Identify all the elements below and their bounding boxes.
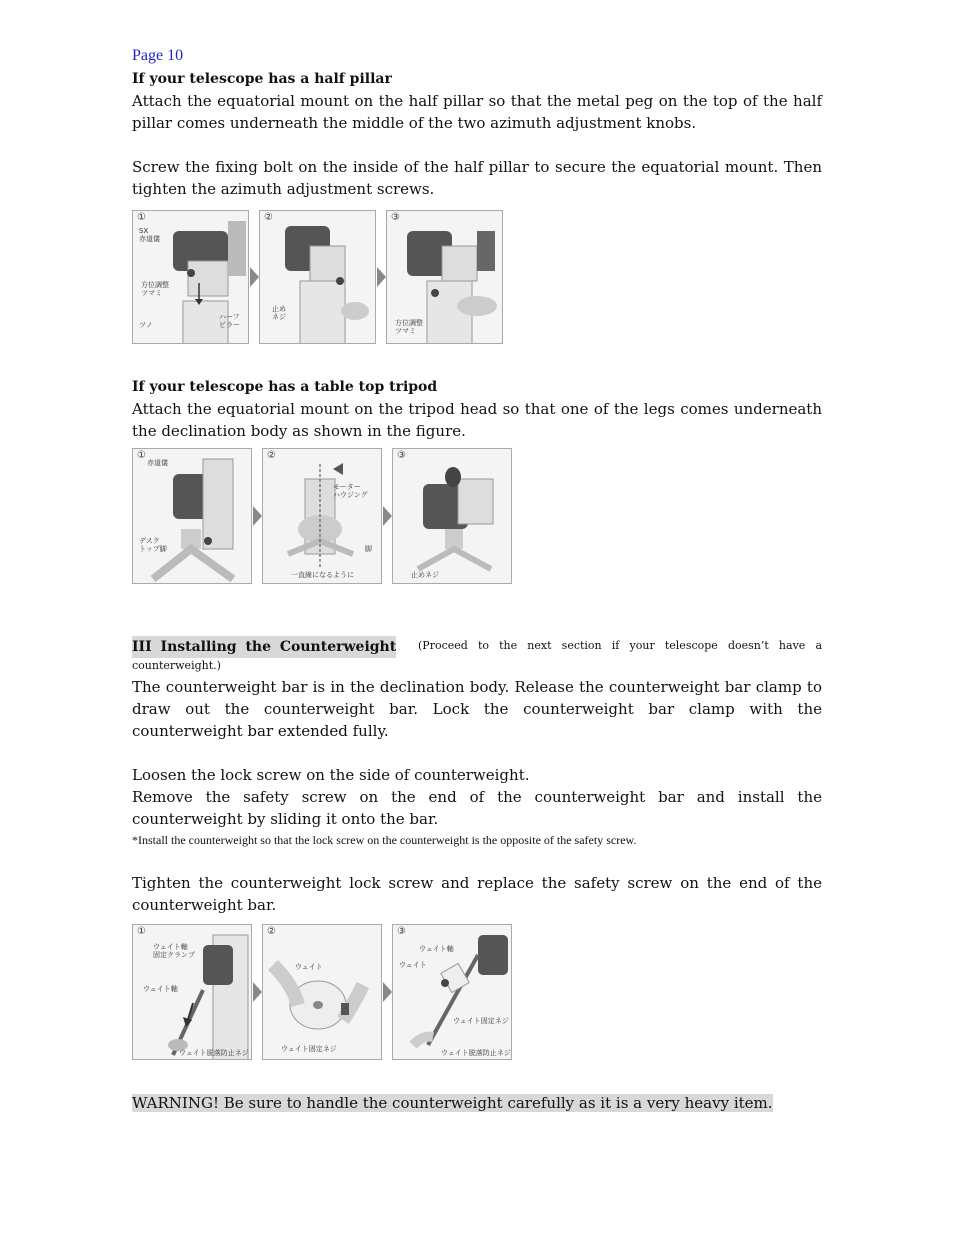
figure-label: 止めネジ <box>411 571 439 579</box>
figure-label: ウェイト <box>295 963 323 971</box>
figure-label: ウェイト軸 固定クランプ <box>153 943 195 959</box>
figure-label: ウェイト <box>399 961 427 969</box>
figure-label: SX 赤道儀 <box>139 227 160 243</box>
figure-label: 方位調整 ツマミ <box>141 281 169 297</box>
figure-label: ウェイト脱落防止ネジ <box>441 1049 511 1057</box>
warning-text <box>132 1092 822 1114</box>
step-arrow-icon <box>376 210 386 344</box>
half-pillar-figure <box>132 210 822 344</box>
figure-label: ウェイト固定ネジ <box>281 1045 337 1053</box>
table-top-figure-panel-1 <box>132 448 252 584</box>
counterweight-figure-panel-1 <box>132 924 252 1060</box>
half-pillar-figure-panel-2 <box>259 210 376 344</box>
figure-label: ハーフ ピラー <box>219 313 240 329</box>
table-top-heading: If your telescope has a table top tripod <box>132 379 438 395</box>
figure-label: ウェイト軸 <box>419 945 454 953</box>
warning-highlight: WARNING! Be sure to handle the counterweight carefully as it is a very heavy item. <box>132 1094 773 1112</box>
figure-label: ウェイト軸 <box>143 985 178 993</box>
counterweight-illustration <box>263 925 381 1060</box>
figure-label: 止め ネジ <box>272 305 286 321</box>
counterweight-para-4: Tighten the counterweight lock screw and replace the safety screw on the end of the counterweight bar. <box>132 874 822 914</box>
step-arrow-icon <box>249 210 259 344</box>
mount-illustration <box>260 211 375 344</box>
table-top-figure-panel-3 <box>392 448 512 584</box>
figure-label: 赤道儀 <box>147 459 168 467</box>
half-pillar-para-2: Screw the fixing bolt on the inside of the half pillar to secure the equatorial mount. Then tighten the azimuth adjustment screws. <box>132 158 822 198</box>
panel-number: ② <box>267 450 276 461</box>
page <box>132 44 822 1114</box>
figure-label: 一直線になるように <box>291 571 354 579</box>
figure-label: ウェイト固定ネジ <box>453 1017 509 1025</box>
panel-number: ③ <box>391 212 400 223</box>
counterweight-heading: III Installing the Counterweight <box>132 636 396 658</box>
figure-label: 方位調整 ツマミ <box>395 319 423 335</box>
table-top-figure <box>132 448 822 584</box>
mount-illustration <box>393 449 511 584</box>
panel-number: ② <box>267 926 276 937</box>
counterweight-note: (Proceed to the next section if your telescope doesn’t have a counterweight.) <box>132 639 822 672</box>
page-number: Page 10 <box>132 47 184 64</box>
figure-label: ウェイト脱落防止ネジ <box>179 1049 249 1057</box>
figure-label: モーター ハウジング <box>333 483 368 499</box>
counterweight-para-1: The counterweight bar is in the declination body. Release the counterweight bar clamp to draw out the counterweight bar. Lock the counterweight bar clamp with the counterweight bar extended fully. <box>132 678 822 740</box>
table-top-para-1: Attach the equatorial mount on the tripod head so that one of the legs comes underneath the declination body as shown in the figure. <box>132 400 822 440</box>
figure-label: ツノ <box>139 321 153 329</box>
half-pillar-para-1: Attach the equatorial mount on the half pillar so that the metal peg on the top of the half pillar comes underneath the middle of the two azimuth adjustment knobs. <box>132 92 822 132</box>
counterweight-para-3: Remove the safety screw on the end of the counterweight bar and install the counterweight by sliding it onto the bar. <box>132 788 822 828</box>
figure-label: 脚 <box>365 545 372 553</box>
half-pillar-heading: If your telescope has a half pillar <box>132 71 392 87</box>
step-arrow-icon <box>382 448 392 584</box>
step-arrow-icon <box>382 924 392 1060</box>
panel-number: ③ <box>397 450 406 461</box>
step-arrow-icon <box>252 924 262 1060</box>
mount-illustration <box>263 449 381 584</box>
mount-illustration <box>133 449 251 584</box>
panel-number: ③ <box>397 926 406 937</box>
table-top-figure-panel-2 <box>262 448 382 584</box>
counterweight-figure-panel-3 <box>392 924 512 1060</box>
panel-number: ① <box>137 926 146 937</box>
counterweight-para-2: Loosen the lock screw on the side of counterweight. <box>132 766 530 784</box>
panel-number: ① <box>137 212 146 223</box>
counterweight-figure <box>132 924 822 1060</box>
counterweight-figure-panel-2 <box>262 924 382 1060</box>
half-pillar-figure-panel-1 <box>132 210 249 344</box>
panel-number: ① <box>137 450 146 461</box>
half-pillar-figure-panel-3 <box>386 210 503 344</box>
figure-label: デスク トップ脚 <box>139 537 167 553</box>
panel-number: ② <box>264 212 273 223</box>
counterweight-footnote: *Install the counterweight so that the lock screw on the counterweight is the opposite of the safety screw. <box>132 833 637 847</box>
step-arrow-icon <box>252 448 262 584</box>
